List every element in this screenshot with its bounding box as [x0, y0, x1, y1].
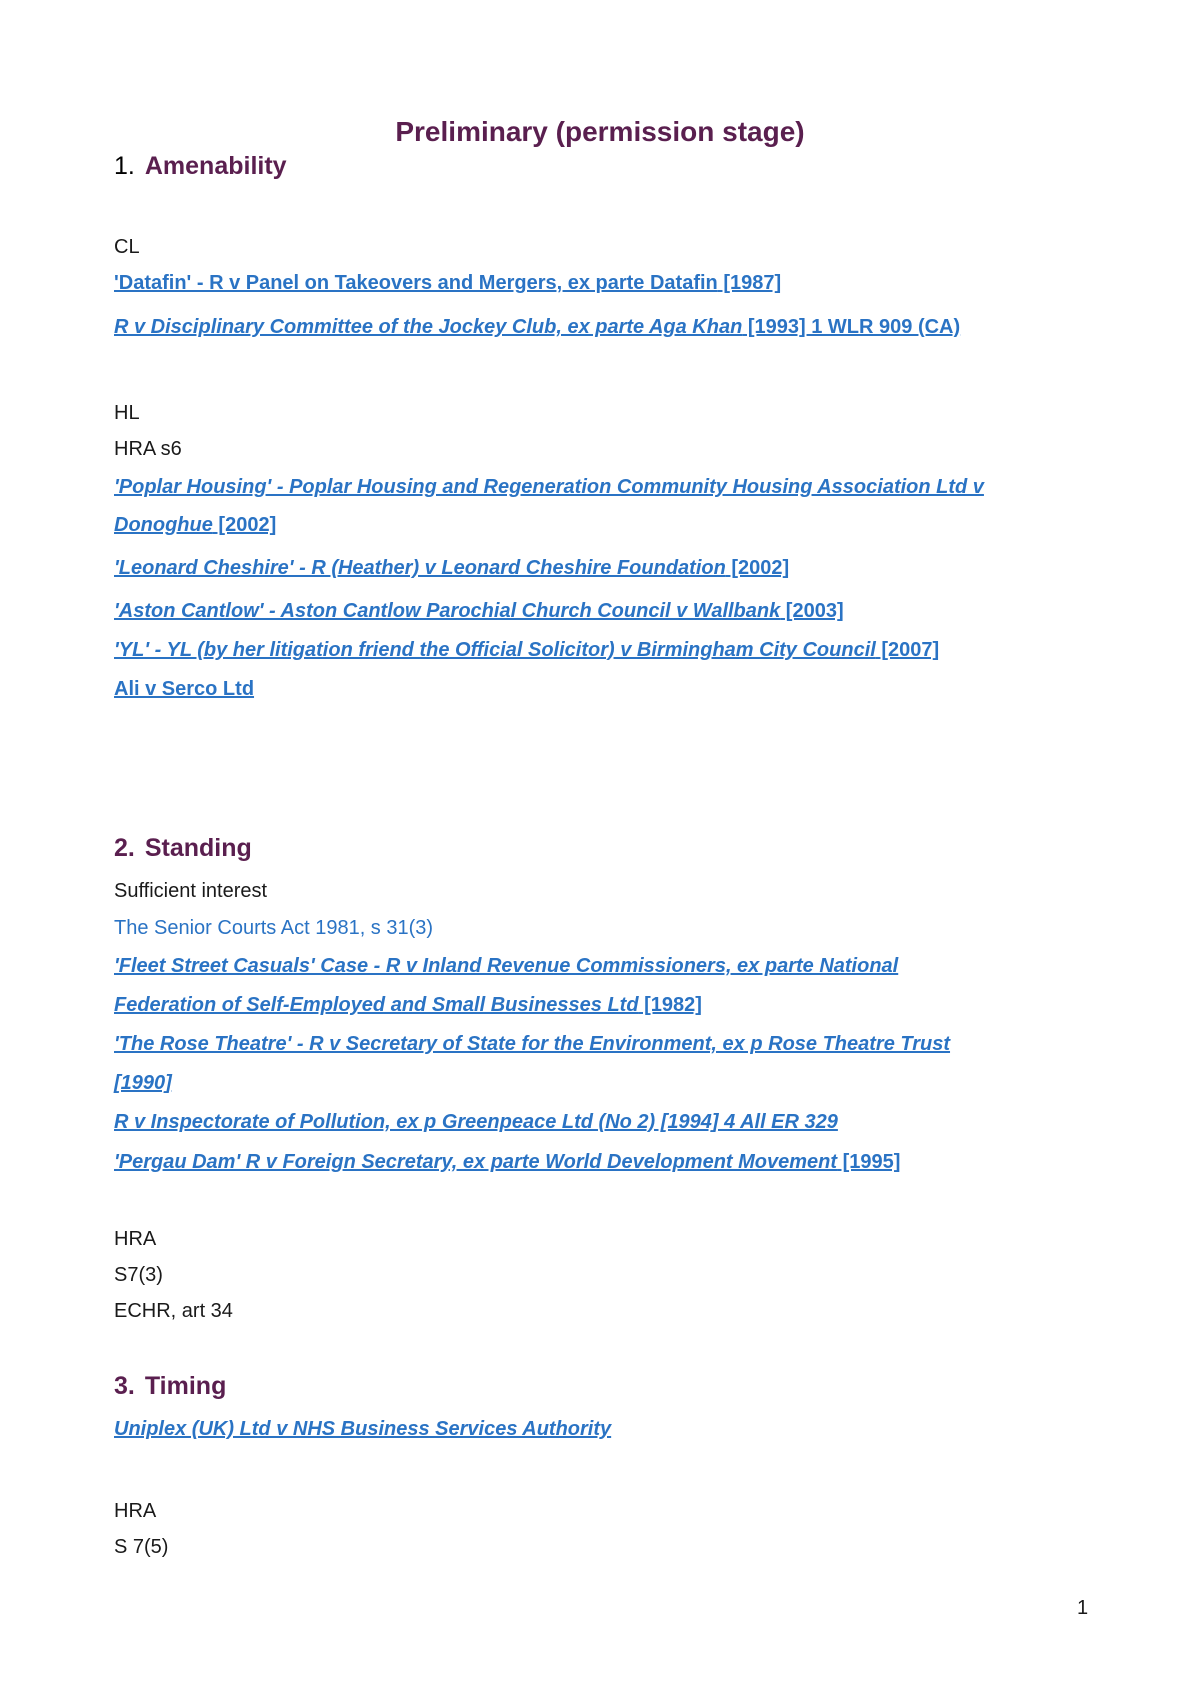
- hra-label-timing: HRA: [114, 1500, 157, 1522]
- section-2-title: Standing: [144, 834, 252, 862]
- case-link-fleet-street-casuals-cont[interactable]: [114, 994, 702, 1017]
- case-name: 'Datafin' - R v Panel on Takeovers and Mergers, ex parte Datafin: [114, 272, 718, 294]
- page-title: Preliminary (permission stage): [395, 116, 805, 147]
- hra-label: HRA: [114, 1228, 157, 1250]
- section-3-number: 3.: [114, 1372, 135, 1400]
- section-1-heading: [114, 152, 287, 181]
- case-name: 'Leonard Cheshire' - R (Heather) v Leonard Cheshire Foundation: [114, 557, 726, 579]
- case-name: R v Disciplinary Committee of the Jockey Club, ex parte Aga Khan: [114, 316, 743, 338]
- section-3-title: Timing: [144, 1372, 227, 1400]
- case-link-pergau-dam[interactable]: [114, 1151, 900, 1174]
- hl-label: HL: [114, 402, 140, 424]
- echr-art-34: ECHR, art 34: [114, 1300, 233, 1322]
- case-citation: [1995]: [837, 1151, 901, 1173]
- case-citation: [2002]: [725, 557, 790, 579]
- section-2-heading: [114, 834, 252, 863]
- case-link-poplar-housing-cont[interactable]: [114, 514, 276, 537]
- case-citation: [1982]: [638, 994, 702, 1016]
- case-citation: [2002]: [212, 514, 277, 536]
- case-link-aga-khan[interactable]: [114, 316, 960, 339]
- section-1-title: Amenability: [144, 152, 287, 180]
- case-name: Donoghue: [114, 514, 213, 536]
- case-link-greenpeace[interactable]: R v Inspectorate of Pollution, ex p Greenpeace Ltd (No 2) [1994] 4 All ER 329: [114, 1111, 838, 1133]
- case-link-yl[interactable]: [114, 639, 939, 662]
- page-number: 1: [1077, 1597, 1089, 1619]
- case-link-leonard-cheshire[interactable]: [114, 557, 789, 580]
- case-name: 'YL' - YL (by her litigation friend the Official Solicitor) v Birmingham City Council: [114, 639, 876, 661]
- hra-s7-5: S 7(5): [114, 1536, 169, 1558]
- section-2-number: 2.: [114, 834, 135, 862]
- case-name: Federation of Self-Employed and Small Businesses Ltd: [114, 994, 639, 1016]
- case-link-fleet-street-casuals[interactable]: 'Fleet Street Casuals' Case - R v Inland Revenue Commissioners, ex parte National: [114, 955, 899, 977]
- case-link-datafin[interactable]: [114, 272, 781, 295]
- senior-courts-act-reference: The Senior Courts Act 1981, s 31(3): [114, 917, 434, 939]
- hra-s7-3: S7(3): [114, 1264, 163, 1286]
- case-citation: [1987]: [717, 272, 782, 294]
- case-link-uniplex[interactable]: Uniplex (UK) Ltd v NHS Business Services Authority: [114, 1418, 612, 1440]
- case-name: 'Pergau Dam' R v Foreign Secretary, ex parte World Development Movement: [114, 1151, 838, 1173]
- section-1-number: 1.: [114, 152, 135, 180]
- case-citation: [2003]: [780, 600, 844, 622]
- hra-s6-label: HRA s6: [114, 438, 182, 460]
- case-link-ali-v-serco[interactable]: Ali v Serco Ltd: [114, 678, 255, 700]
- sufficient-interest-text: Sufficient interest: [114, 880, 268, 902]
- case-name: 'Aston Cantlow' - Aston Cantlow Parochial Church Council v Wallbank: [114, 600, 781, 622]
- case-citation: [1993] 1 WLR 909 (CA): [742, 316, 961, 338]
- section-3-heading: [114, 1372, 226, 1401]
- case-link-aston-cantlow[interactable]: [114, 600, 844, 623]
- case-link-rose-theatre[interactable]: 'The Rose Theatre' - R v Secretary of State for the Environment, ex p Rose Theatre Trust: [114, 1033, 951, 1055]
- case-link-rose-theatre-cont[interactable]: [1990]: [114, 1072, 172, 1094]
- case-citation: [2007]: [875, 639, 940, 661]
- case-link-poplar-housing[interactable]: 'Poplar Housing' - Poplar Housing and Regeneration Community Housing Association Ltd v: [114, 476, 984, 498]
- cl-label: CL: [114, 236, 140, 258]
